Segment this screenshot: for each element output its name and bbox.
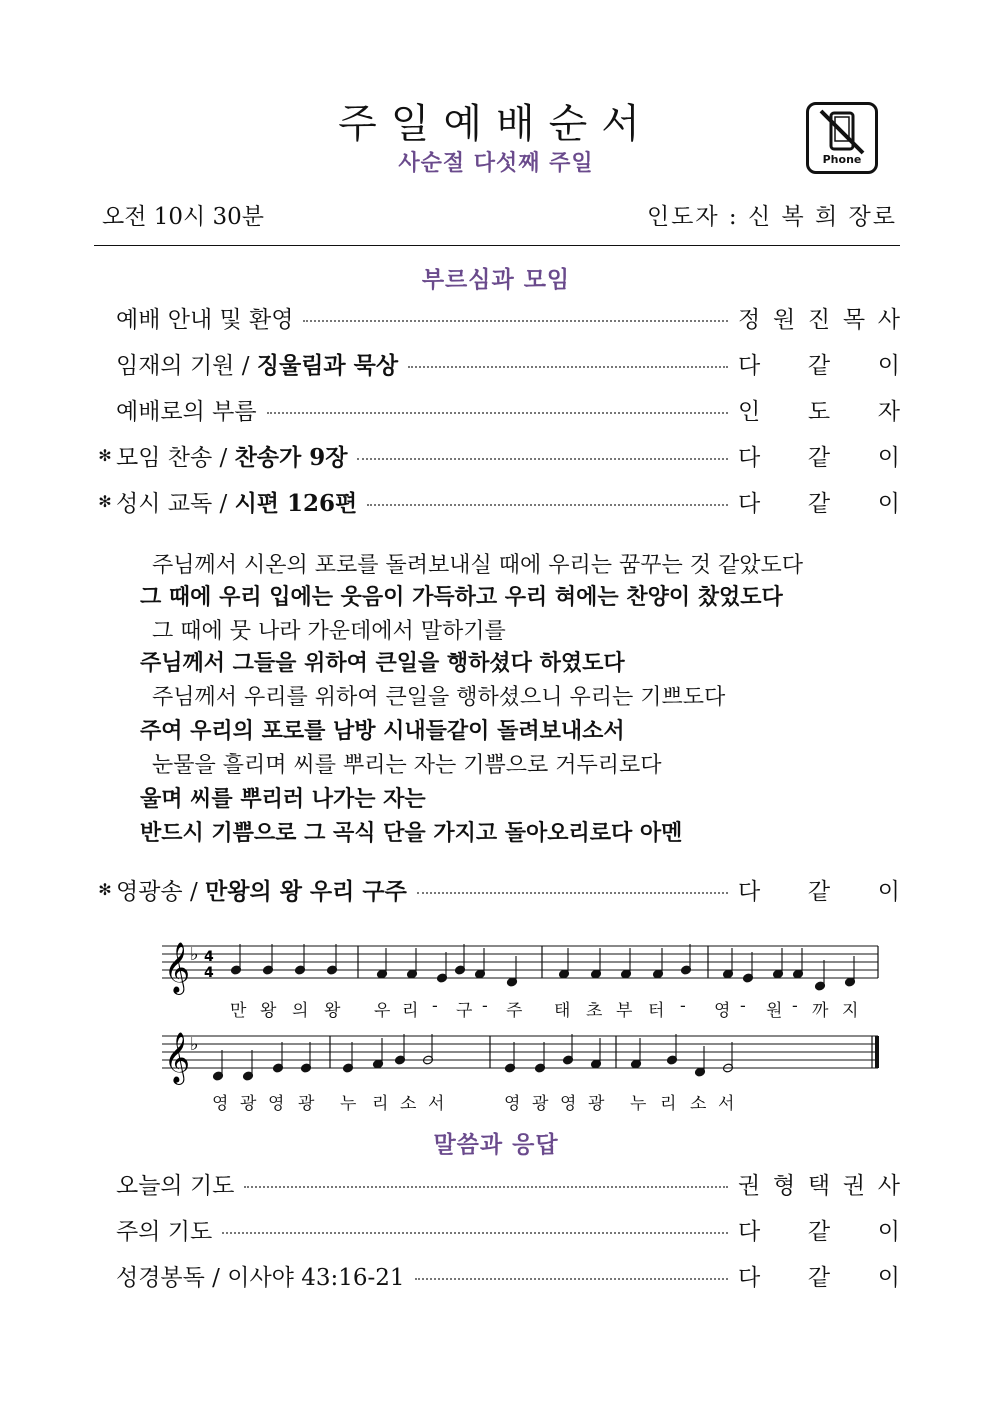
staff-1-notation <box>160 936 882 996</box>
lyric-syllable: 까 <box>812 1001 829 1021</box>
lyric-syllable: 터 <box>648 1001 665 1021</box>
responsible-char: 이 <box>877 490 900 517</box>
header-divider <box>94 245 900 246</box>
item-label: 예배로의 부름 <box>116 398 257 425</box>
responsible-char: 자 <box>877 398 900 425</box>
item-label-bold: 찬송가 9장 <box>234 443 348 471</box>
lyric-syllable: 영 <box>268 1094 285 1114</box>
lyric-syllable: 서 <box>718 1094 735 1114</box>
responsible-char: 도 <box>807 398 831 425</box>
item-label: 주의 기도 <box>116 1218 213 1245</box>
responsible-char: 이 <box>877 352 900 379</box>
lyric-syllable: 의 <box>292 1001 309 1021</box>
lyric-syllable: - <box>792 996 798 1016</box>
item-responsible <box>738 1213 900 1246</box>
lyric-syllable: 누 <box>630 1094 647 1114</box>
responsible-char: 같 <box>807 1218 831 1245</box>
lyric-syllable: 리 <box>372 1094 389 1114</box>
lyric-syllable: 광 <box>532 1094 549 1114</box>
flat-sign: ♭ <box>190 1034 199 1055</box>
no-phone-sign <box>806 102 878 174</box>
lyric-syllable: 왕 <box>260 1001 277 1021</box>
flat-sign: ♭ <box>190 944 199 965</box>
leader-dots <box>222 1232 728 1234</box>
music-staff-1 <box>160 936 882 996</box>
order-item <box>94 300 900 334</box>
lyric-syllable: 소 <box>400 1094 417 1114</box>
item-responsible <box>738 1167 900 1200</box>
responsible-char: 다 <box>738 352 761 379</box>
music-staff-2 <box>160 1026 882 1086</box>
psalm-response-line: 그 때에 우리 입에는 웃음이 가득하고 우리 혀에는 찬양이 찼었도다 <box>140 585 783 610</box>
lyric-syllable: 광 <box>298 1094 315 1114</box>
asterisk-mark: ✻ <box>98 491 112 511</box>
leader-dots <box>417 892 728 894</box>
lyric-syllable: 만 <box>230 1001 247 1021</box>
order-item <box>94 1258 900 1292</box>
responsible-char: 이 <box>877 878 900 905</box>
leader-dots <box>367 504 728 506</box>
lyric-syllable: 리 <box>402 1001 419 1021</box>
lyric-syllable: 왕 <box>324 1001 341 1021</box>
responsible-char: 같 <box>807 444 831 471</box>
order-item <box>94 484 900 518</box>
item-label: 모임 찬송 / 찬송가 9장 <box>116 443 348 471</box>
staff-2-notation <box>160 1026 882 1086</box>
section-title-word: 말씀과 응답 <box>433 1132 559 1158</box>
responsible-char: 택 <box>807 1172 831 1199</box>
time-signature-top: 4 <box>204 949 214 965</box>
order-item <box>94 1212 900 1246</box>
lyric-syllable: 영 <box>560 1094 577 1114</box>
lyric-syllable: 구 <box>456 1001 473 1021</box>
item-responsible <box>738 873 900 906</box>
responsible-char: 원 <box>772 306 796 333</box>
responsible-char: 형 <box>772 1172 796 1199</box>
responsible-char: 권 <box>842 1172 866 1199</box>
lyric-syllable: 영 <box>504 1094 521 1114</box>
responsible-char: 같 <box>807 352 831 379</box>
item-responsible <box>738 301 900 334</box>
lyric-syllable: - <box>740 996 746 1016</box>
item-responsible <box>738 347 900 380</box>
order-item-gloria <box>94 872 900 906</box>
leader-dots <box>357 458 728 460</box>
responsible-char: 다 <box>738 444 761 471</box>
asterisk-mark: ✻ <box>98 879 112 899</box>
responsible-char: 정 <box>738 306 761 333</box>
psalm-response-line: 주여 우리의 포로를 남방 시내들같이 돌려보내소서 <box>140 719 625 744</box>
psalm-leader-line: 주님께서 시온의 포로를 돌려보내실 때에 우리는 꿈꾸는 것 같았도다 <box>152 553 804 578</box>
lyric-syllable: 영 <box>212 1094 229 1114</box>
responsible-char: 목 <box>842 306 866 333</box>
lyric-syllable: 주 <box>506 1001 523 1021</box>
time-signature-bottom: 4 <box>204 965 214 981</box>
treble-clef: 𝄞 <box>164 1032 191 1083</box>
lyric-syllable: 서 <box>428 1094 445 1114</box>
lyric-syllable: 광 <box>240 1094 257 1114</box>
responsible-char: 사 <box>877 1172 900 1199</box>
item-label-bold: 만왕의 왕 우리 구주 <box>205 877 407 905</box>
psalm-response-line: 반드시 기쁨으로 그 곡식 단을 가지고 돌아오리로다 아멘 <box>140 821 683 846</box>
leader-dots <box>267 412 728 414</box>
lyric-syllable: 소 <box>690 1094 707 1114</box>
responsible-char: 다 <box>738 878 761 905</box>
item-label: 성시 교독 / 시편 126편 <box>116 489 358 517</box>
lyric-syllable: 누 <box>340 1094 357 1114</box>
asterisk-mark: ✻ <box>98 445 112 465</box>
lyric-syllable: 부 <box>616 1001 633 1021</box>
page-subtitle: 사순절 다섯째 주일 <box>398 151 594 176</box>
lyric-syllable: 태 <box>554 1001 571 1021</box>
lyric-syllable: - <box>680 996 686 1016</box>
responsible-char: 진 <box>807 306 831 333</box>
phone-label: Phone <box>822 153 862 166</box>
responsible-char: 이 <box>877 444 900 471</box>
lyric-syllable: 원 <box>766 1001 783 1021</box>
lyric-syllable: 지 <box>842 1001 859 1021</box>
psalm-leader-line: 그 때에 뭇 나라 가운데에서 말하기를 <box>152 619 506 644</box>
item-label: 오늘의 기도 <box>116 1172 235 1199</box>
leader-dots <box>408 366 728 368</box>
lyric-syllable: 초 <box>586 1001 603 1021</box>
responsible-char: 사 <box>877 306 900 333</box>
item-responsible <box>738 485 900 518</box>
leader-dots <box>244 1186 728 1188</box>
lyric-syllable: - <box>482 996 488 1016</box>
order-item <box>94 438 900 472</box>
item-label: 성경봉독 / 이사야 43:16-21 <box>116 1264 405 1291</box>
responsible-char: 같 <box>807 1264 831 1291</box>
service-leader: 인도자 : 신 복 희 장로 <box>646 204 897 230</box>
responsible-char: 같 <box>807 878 831 905</box>
lyric-syllable: 우 <box>374 1001 391 1021</box>
psalm-response-line: 울며 씨를 뿌리러 나가는 자는 <box>140 787 426 812</box>
responsible-char: 다 <box>738 1218 761 1245</box>
item-responsible <box>738 1259 900 1292</box>
item-responsible <box>738 439 900 472</box>
responsible-char: 다 <box>738 1264 761 1291</box>
responsible-char: 인 <box>738 398 761 425</box>
order-item <box>94 1166 900 1200</box>
responsible-char: 다 <box>738 490 761 517</box>
lyric-syllable: 리 <box>660 1094 677 1114</box>
responsible-char: 이 <box>877 1264 900 1291</box>
order-item <box>94 346 900 380</box>
lyric-syllable: - <box>432 996 438 1016</box>
psalm-leader-line: 눈물을 흘리며 씨를 뿌리는 자는 기쁨으로 거두리로다 <box>152 753 662 778</box>
order-item <box>94 392 900 426</box>
leader-dots <box>415 1278 728 1280</box>
item-label: 영광송 / 만왕의 왕 우리 구주 <box>116 877 407 905</box>
psalm-leader-line: 주님께서 우리를 위하여 큰일을 행하셨으니 우리는 기쁘도다 <box>152 685 726 710</box>
responsible-char: 같 <box>807 490 831 517</box>
page-title: 주일예배순서 <box>338 101 654 147</box>
lyric-syllable: 영 <box>714 1001 731 1021</box>
item-responsible <box>738 393 900 426</box>
item-label-bold: 시편 126편 <box>234 489 358 517</box>
psalm-response-line: 주님께서 그들을 위하여 큰일을 행하셨다 하였도다 <box>140 651 625 676</box>
item-label: 예배 안내 및 환영 <box>116 306 294 333</box>
section-title-gathering: 부르심과 모임 <box>421 267 571 293</box>
treble-clef: 𝄞 <box>164 942 191 993</box>
service-time: 오전 10시 30분 <box>102 204 265 230</box>
responsible-char: 이 <box>877 1218 900 1245</box>
leader-dots <box>303 320 728 322</box>
lyric-syllable: 광 <box>588 1094 605 1114</box>
item-label: 임재의 기원 / 징울림과 묵상 <box>116 351 399 379</box>
responsible-char: 권 <box>738 1172 761 1199</box>
item-label-bold: 징울림과 묵상 <box>256 351 399 379</box>
